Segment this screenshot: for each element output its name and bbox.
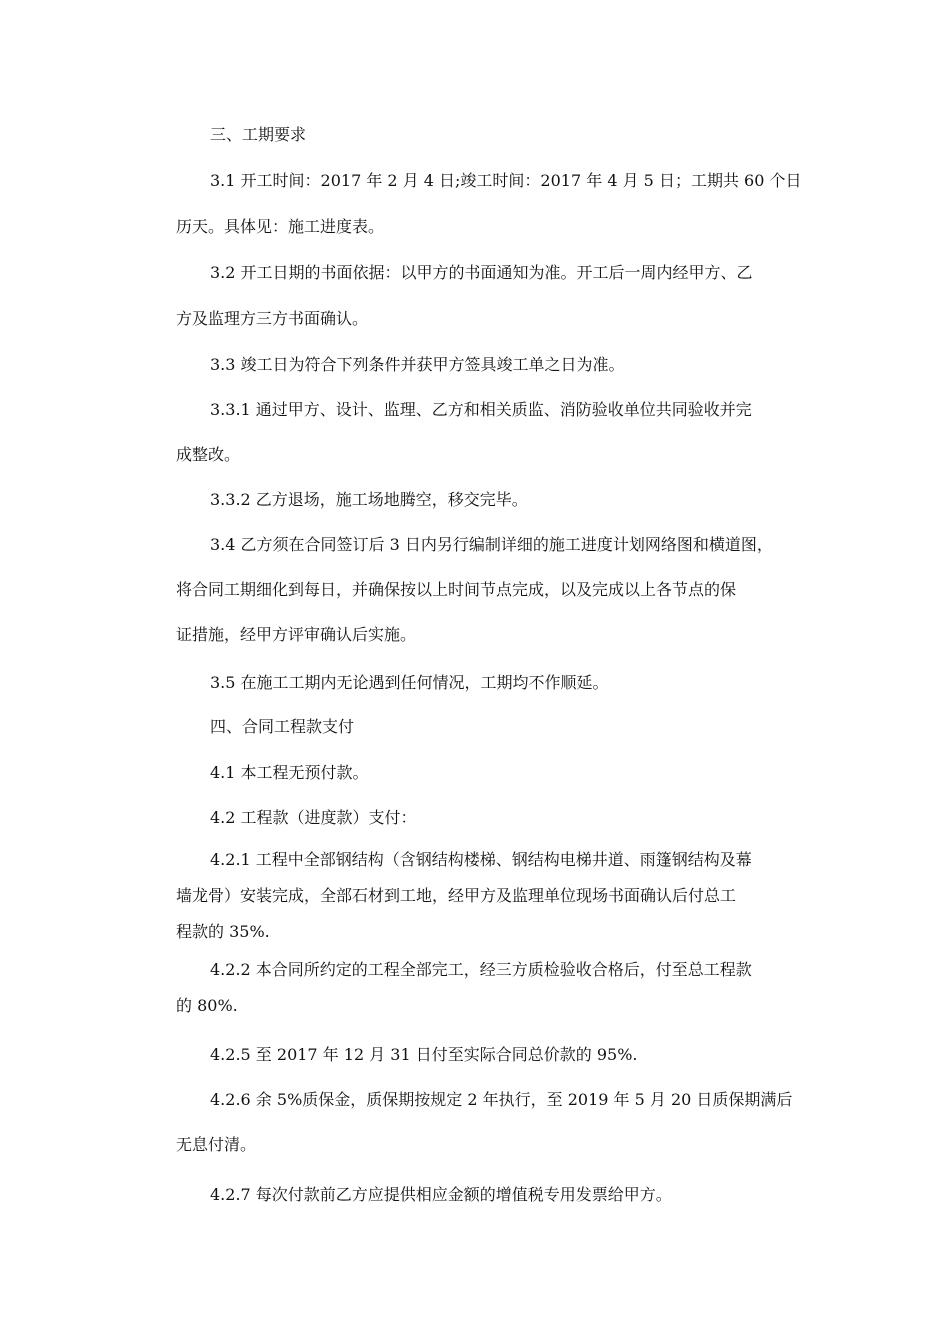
paragraph-line: 3.4 乙方须在合同签订后 3 日内另行编制详细的施工进度计划网络图和横道图，: [210, 535, 773, 554]
paragraph-line: 4.2.6 余 5%质保金，质保期按规定 2 年执行，至 2019 年 5 月 20 日质保期满后: [210, 1090, 793, 1109]
paragraph-line: 无息付清。: [176, 1135, 257, 1154]
paragraph-line: 历天。具体见：施工进度表。: [176, 217, 385, 236]
paragraph-line: 4.2.2 本合同所约定的工程全部完工，经三方质检验收合格后，付至总工程款: [210, 960, 752, 979]
paragraph-line: 3.3 竣工日为符合下列条件并获甲方签具竣工单之日为准。: [210, 355, 625, 374]
paragraph-line: 成整改。: [176, 445, 241, 464]
paragraph-line: 3.2 开工日期的书面依据：以甲方的书面通知为准。开工后一周内经甲方、乙: [210, 263, 753, 282]
paragraph-line: 3.3.2 乙方退场，施工场地腾空，移交完毕。: [210, 490, 528, 509]
heading-contract-payment: 四、合同工程款支付: [210, 717, 355, 736]
paragraph-line: 墙龙骨）安装完成，全部石材到工地，经甲方及监理单位现场书面确认后付总工: [176, 886, 737, 905]
paragraph-line: 4.2.5 至 2017 年 12 月 31 日付至实际合同总价款的 95%.: [210, 1045, 638, 1064]
heading-schedule-requirements: 三、工期要求: [210, 125, 307, 144]
paragraph-line: 的 80%.: [176, 996, 238, 1015]
paragraph-line: 3.3.1 通过甲方、设计、监理、乙方和相关质监、消防验收单位共同验收并完: [210, 400, 752, 419]
paragraph-line: 4.2.1 工程中全部钢结构（含钢结构楼梯、钢结构电梯井道、雨篷钢结构及幕: [210, 850, 752, 869]
paragraph-line: 将合同工期细化到每日，并确保按以上时间节点完成，以及完成以上各节点的保: [176, 580, 737, 599]
paragraph-line: 4.1 本工程无预付款。: [210, 763, 369, 782]
paragraph-line: 证措施，经甲方评审确认后实施。: [176, 625, 417, 644]
paragraph-line: 4.2 工程款（进度款）支付：: [210, 808, 417, 827]
paragraph-line: 方及监理方三方书面确认。: [176, 309, 369, 328]
paragraph-line: 3.1 开工时间：2017 年 2 月 4 日;竣工时间：2017 年 4 月 5 日；工期共 60 个日: [210, 171, 802, 190]
paragraph-line: 3.5 在施工工期内无论遇到任何情况，工期均不作顺延。: [210, 673, 609, 692]
paragraph-line: 程款的 35%.: [176, 922, 270, 941]
paragraph-line: 4.2.7 每次付款前乙方应提供相应金额的增值税专用发票给甲方。: [210, 1185, 672, 1204]
